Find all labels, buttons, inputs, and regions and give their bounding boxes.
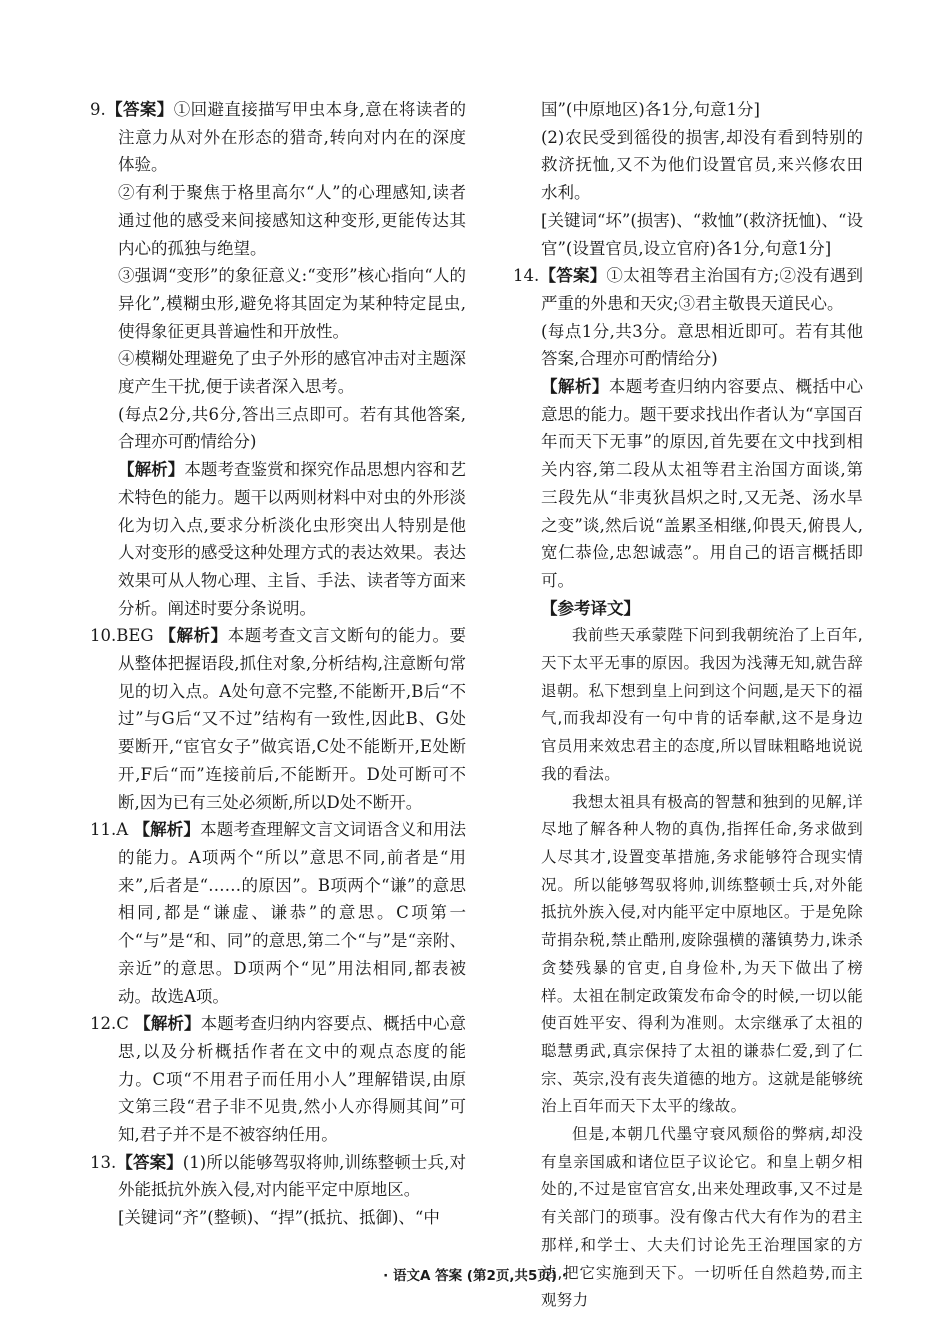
translation-heading: 【参考译文】 xyxy=(541,598,640,618)
q13-keywords-2: [关键词“坏”(损害)、“救恤”(救济抚恤)、“设官”(设置官员,设立官府)各1分,句意1分] xyxy=(541,210,863,258)
q13-answer: 13.【答案】(1)所以能够驾驭将帅,训练整顿士兵,对外能抵抗外族入侵,对内能平定中原地区。 xyxy=(90,1152,466,1200)
translation-paragraph: 我前些天承蒙陛下问到我朝统治了上百年,天下太平无事的原因。我因为浅薄无知,就告辞退朝。私下想到皇上问到这个问题,是天下的福气,而我却没有一句中肯的话奉献,这不是身边官员用来效忠君主的态度,所以冒昧粗略地说说我的看法。 xyxy=(541,626,863,783)
q14-answer: 14.【答案】①太祖等君主治国有方;②没有遇到严重的外患和天灾;③君主敬畏天道民心。 xyxy=(513,266,863,313)
translation-paragraph: 我想太祖具有极高的智慧和独到的见解,详尽地了解各种人物的真伪,指挥任命,务求做到人尽其才,设置变革措施,务求能够符合现实情况。所以能够驾驭将帅,训练整顿士兵,对外能抵抗外族入侵,对内能平定中原地区。于是免除苛捐杂税,禁止酷刑,废除强横的藩镇势力,诛杀贪婪残暴的官吏,自身俭朴,为天下做出了榜样。太祖在制定政策发布命令的时候,一切以能使百姓平安、得利为准则。太宗继承了太祖的聪慧勇武,真宗保持了太祖的谦恭仁爱,到了仁宗、英宗,没有丧失道德的地方。这就是能够统治上百年而天下太平的缘故。 xyxy=(541,792,863,1116)
q9-analysis: 【解析】本题考查鉴赏和探究作品思想内容和艺术特色的能力。题干以两则材料中对虫的外形淡化为切入点,要求分析淡化虫形突出人特别是他人对变形的感受这种处理方式的表达效果。表达效果可从人物心理、主旨、手法、读者等方面来分析。阐述时要分条说明。 xyxy=(118,460,467,618)
q13-keywords-1-cont: 国”(中原地区)各1分,句意1分] xyxy=(541,100,760,119)
q14-analysis: 【解析】本题考查归纳内容要点、概括中心意思的能力。题干要求找出作者认为“享国百年而天下无事”的原因,首先要在文中找到相关内容,第二段从太祖等君主治国方面谈,第三段先从“非夷狄昌炽之时,又无尧、汤水旱之变”谈,然后说“盖累圣相继,仰畏天,俯畏人,宽仁恭俭,忠恕诚悫”。用自己的语言概括即可。 xyxy=(541,377,864,590)
right-column xyxy=(513,96,863,1315)
q13-keywords-1: [关键词“齐”(整顿)、“捍”(抵抗、抵御)、“中 xyxy=(118,1208,440,1228)
q14-score-note: (每点1分,共3分。意思相近即可。若有其他答案,合理亦可酌情给分) xyxy=(541,321,863,369)
translation-paragraph: 但是,本朝几代墨守衰风颓俗的弊病,却没有皇亲国戚和诸位臣子议论它。和皇上朝夕相处的,不过是宦官宫女,出来处理政事,又不过是有关部门的琐事。没有像古代大有作为的君主那样,和学士、大夫们讨论先王治理国家的方法,把它实施到天下。一切听任自然趋势,而主观努力 xyxy=(541,1125,863,1310)
q11-answer: 11.A 【解析】本题考查理解文言文词语含义和用法的能力。A项两个“所以”意思不同,前者是“用来”,后者是“……的原因”。B项两个“谦”的意思相同,都是“谦虚、谦恭”的意思。C项第一个“与”是“和、同”的意思,第二个“与”是“亲附、亲近”的意思。D项两个“见”用法相同,都表被动。故选A项。 xyxy=(90,820,466,1006)
q9-answer: 9.【答案】①回避直接描写甲虫本身,意在将读者的注意力从对外在形态的猎奇,转向对内在的深度体验。 xyxy=(90,100,467,175)
q13-part-2: (2)农民受到徭役的损害,却没有看到特别的救济抚恤,又不为他们设置官员,来兴修农田水利。 xyxy=(541,127,863,203)
q9-point-3: ③强调“变形”的象征意义:“变形”核心指向“人的异化”,模糊虫形,避免将其固定为某种特定昆虫,使得象征更具普遍性和开放性。 xyxy=(118,266,466,341)
q9-point-2: ②有利于聚焦于格里高尔“人”的心理感知,读者通过他的感受来间接感知这种变形,更能传达其内心的孤独与绝望。 xyxy=(118,183,466,258)
q10-answer: 10.BEG 【解析】本题考查文言文断句的能力。要从整体把握语段,抓住对象,分析结构,注意断句常见的切入点。A处句意不完整,不能断开,B后“不过”与G后“又不过”结构有一致性,因此B、G处要断开,“宦官女子”做宾语,C处不能断开,E处断开,F后“而”连接前后,不能断开。D处可断可不断,因为已有三处必须断,所以D处不断开。 xyxy=(90,626,467,812)
q9-score-note: (每点2分,共6分,答出三点即可。若有其他答案,合理亦可酌情给分) xyxy=(118,404,466,452)
q12-answer: 12.C 【解析】本题考查归纳内容要点、概括中心意思,以及分析概括作者在文中的观点态度的能力。C项“不用君子而任用小人”理解错误,由原文第三段“君子非不见贵,然小人亦得厕其间”可知,君子并不是不被容纳任用。 xyxy=(90,1014,466,1145)
q9-point-4: ④模糊处理避免了虫子外形的感官冲击对主题深度产生干扰,便于读者深入思考。 xyxy=(118,349,466,397)
left-column xyxy=(90,96,466,1232)
page-footer: · 语文A 答案 (第2页,共5页) · xyxy=(383,1268,567,1284)
